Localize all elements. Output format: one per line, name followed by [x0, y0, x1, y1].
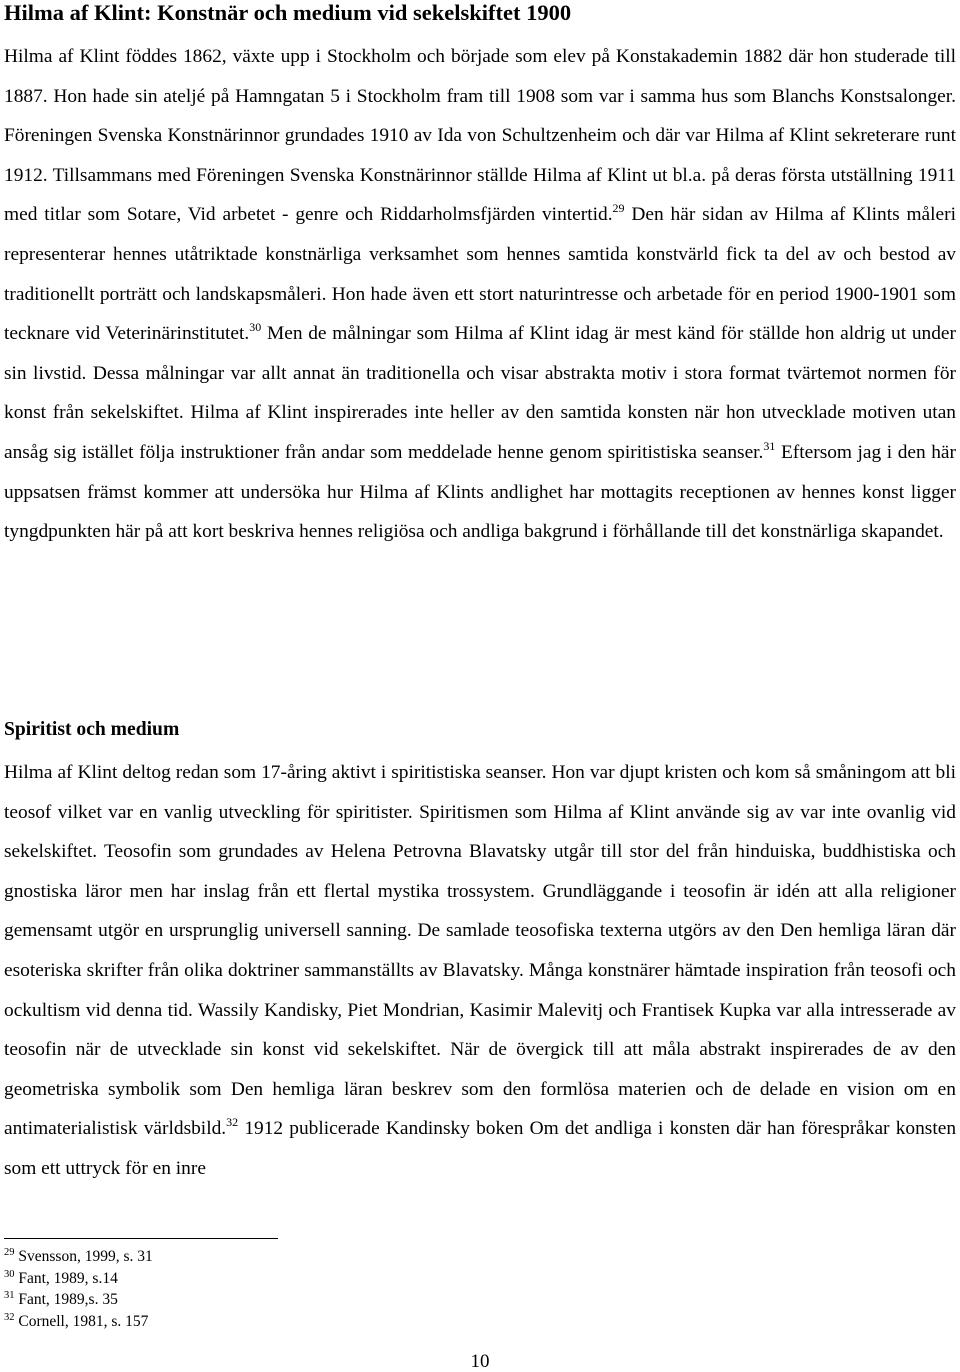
section-heading: Hilma af Klint: Konstnär och medium vid sekelskiftet 1900 [4, 0, 572, 25]
footnote-text: Svensson, 1999, s. 31 [18, 1248, 153, 1265]
paragraph-text: Den här sidan av Hilma af Klints måleri representerar hennes utåtriktade konstnärliga verksamhet som hennes samtida konstvärld fick ta del av och bestod av traditionellt porträtt och landskapsmåleri. Hon hade även ett stort naturintresse och arbetade för en period 1900-1901 som tecknare vid Veterinärinstitutet. [4, 204, 956, 345]
footnote-separator [4, 1238, 278, 1239]
paragraph-text: Eftersom jag i den här uppsatsen främst kommer att undersöka hur Hilma af Klints andlighet har mottagits receptionen av hennes konst ligger tyngdpunkten här på att kort beskriva hennes religiösa och andliga bakgrund i förhållande till det konstnärliga skapandet. [4, 441, 956, 543]
footnote-32 [4, 1311, 604, 1333]
page-number: 10 [470, 1351, 490, 1372]
footnote-number: 29 [4, 1247, 15, 1258]
footnote-30 [4, 1268, 604, 1290]
footnote-number: 30 [4, 1268, 15, 1280]
section-paragraph [4, 37, 956, 552]
paragraph-text: Hilma af Klint föddes 1862, växte upp i Stockholm och började som elev på Konstakademin 1882 där hon studerade till 1887. Hon hade sin ateljé på Hamngatan 5 i Stockholm fram till 1908 som var i samma hus som Blanchs Konstsalonger. Föreningen Svenska Konstnärinnor grundades 1910 av Ida von Schultzenheim och där var Hilma af Klint sekreterare runt 1912. Tillsammans med Föreningen Svenska Konstnärinnor ställde Hilma af Klint ut bl.a. på deras första utställning 1911 med titlar som Sotare, Vid arbetet - genre och Riddarholmsfjärden vintertid. [4, 46, 956, 226]
subsection-heading: Spiritist och medium [4, 719, 180, 740]
paragraph-text: Men de målningar som Hilma af Klint idag är mest känd för ställde hon aldrig ut under sin livstid. Dessa målningar var allt annat än traditionella och visar abstrakta motiv i stora format tvärtemot normen för konst från sekelskiftet. Hilma af Klint inspirerades inte heller av den samtida konsten när hon utvecklade motiven utan ansåg sig istället följa instruktioner från andar som meddelade henne genom spiritistiska seanser. [4, 323, 956, 463]
footnote-number: 32 [4, 1311, 15, 1323]
footnotes [4, 1246, 604, 1332]
footnote-ref-32[interactable]: 32 [226, 1115, 239, 1130]
footnote-ref-29[interactable]: 29 [612, 201, 625, 216]
footnote-text: Fant, 1989, s.14 [18, 1269, 118, 1287]
subsection-paragraph [4, 753, 956, 1189]
footnote-29 [4, 1246, 604, 1268]
footnote-ref-31[interactable]: 31 [763, 438, 776, 453]
footnote-text: Cornell, 1981, s. 157 [18, 1312, 149, 1330]
footnote-ref-30[interactable]: 30 [249, 320, 262, 335]
paragraph-text: 1912 publicerade Kandinsky boken Om det andliga i konsten där han förespråkar konsten som ett uttryck för en inre [4, 1118, 957, 1179]
footnote-31 [4, 1289, 604, 1311]
footnote-text: Fant, 1989,s. 35 [18, 1291, 118, 1308]
footnote-number: 31 [4, 1290, 15, 1301]
paragraph-text: Hilma af Klint deltog redan som 17-åring aktivt i spiritistiska seanser. Hon var djupt kristen och kom så småningom att bli teosof vilket var en vanlig utveckling för spiritister. Spiritismen som Hilma af Klint använde sig av var inte ovanlig vid sekelskiftet. Teosofin som grundades av Helena Petrovna Blavatsky utgår till stor del från hinduiska, buddhistiska och gnostiska läror men har inslag från ett flertal mystika trossystem. Grundläggande i teosofin är idén att alla religioner gemensamt utgör en ursprunglig universell sanning. De samlade teosofiska texterna utgörs av den Den hemliga läran där esoteriska skrifter från olika doktriner sammanställts av Blavatsky. Många konstnärer hämtade inspiration från teosofi och ockultism vid denna tid. Wassily Kandisky, Piet Mondrian, Kasimir Malevitj och Frantisek Kupka var alla intresserade av teosofin när de utvecklade sin konst vid sekelskiftet. När de övergick till att måla abstrakt inspirerades de av den geometriska symbolik som Den hemliga läran beskrev som den formlösa materien och de delade en vision om en antimaterialistisk världsbild. [4, 762, 956, 1140]
